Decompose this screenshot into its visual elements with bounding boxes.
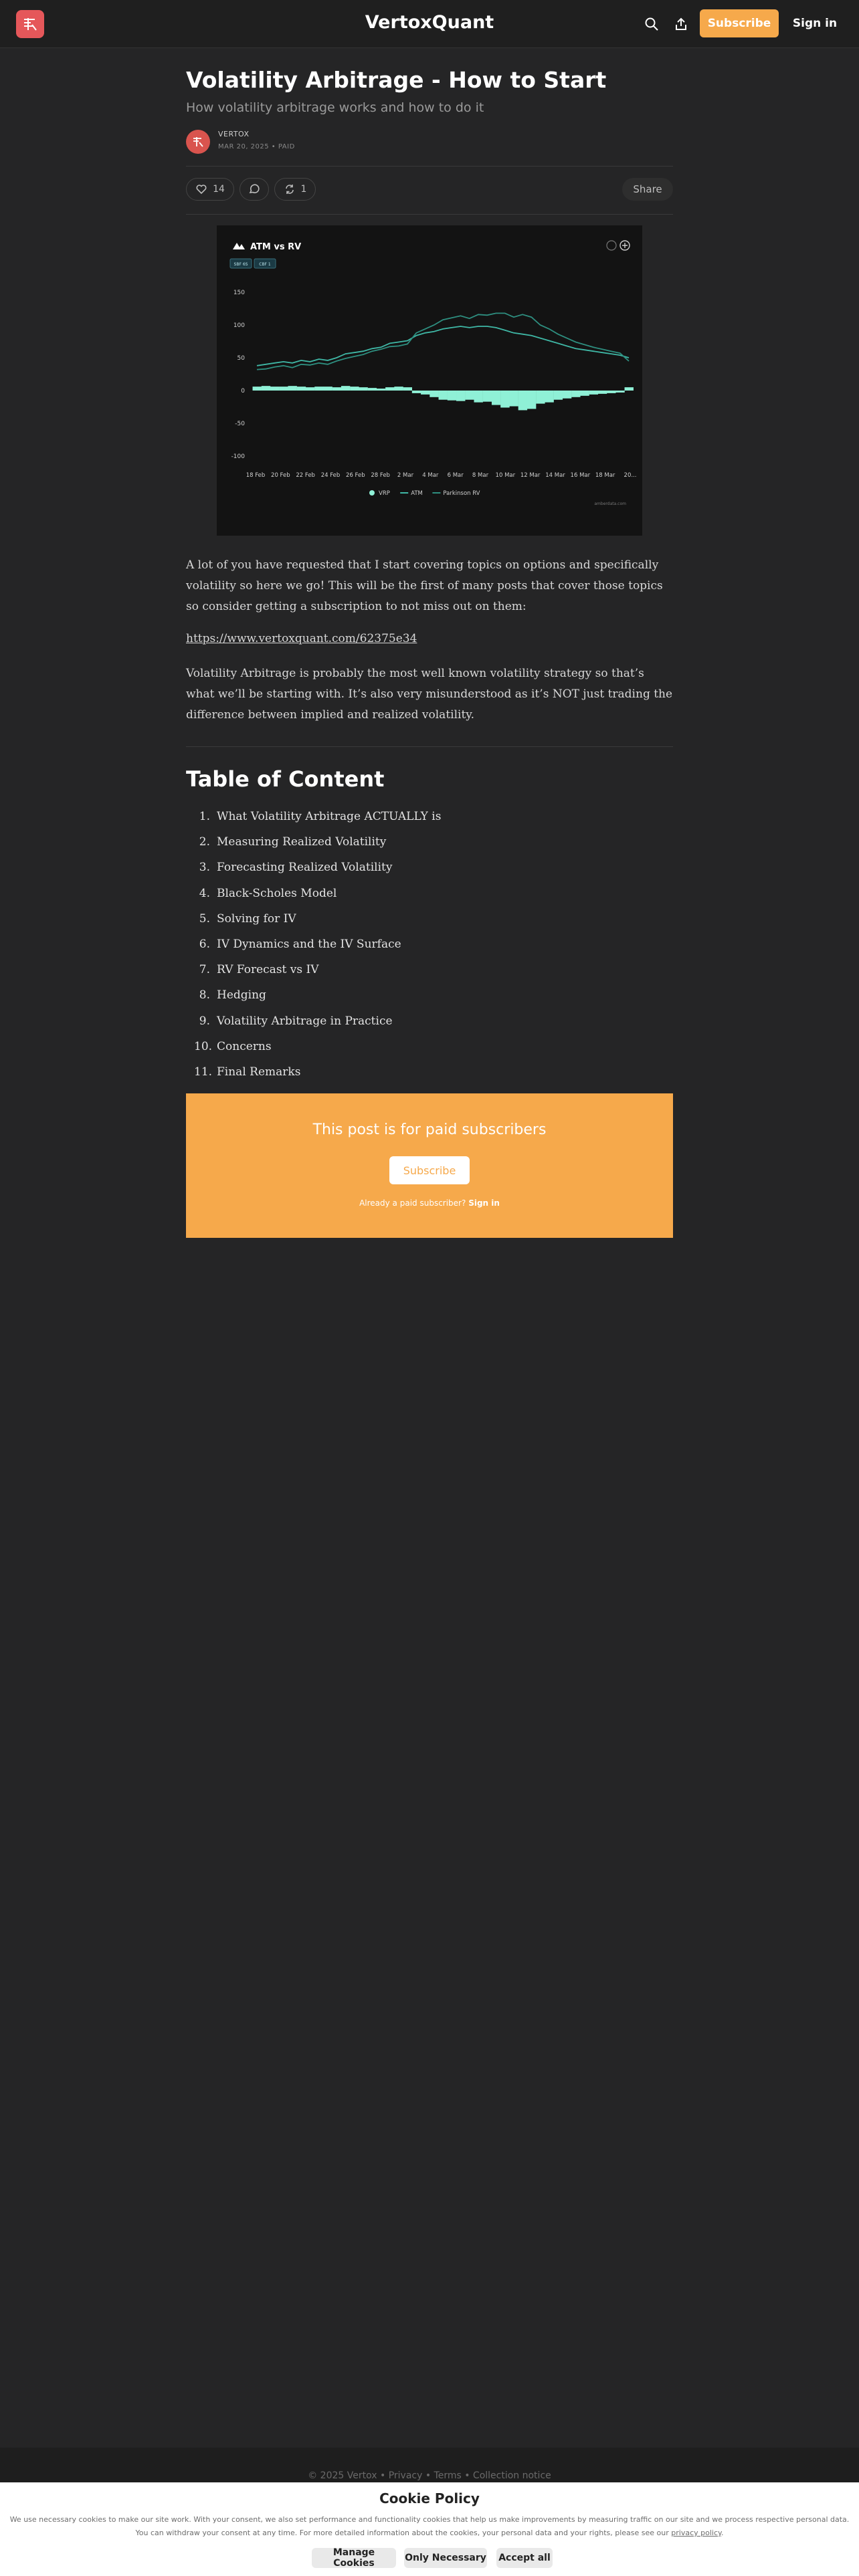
- toc-number: 4.: [199, 886, 210, 900]
- manage-cookies-button[interactable]: Manage Cookies: [312, 2548, 396, 2568]
- cookie-text: [0, 2513, 859, 2540]
- toc-number: 8.: [199, 988, 210, 1002]
- camera-icon[interactable]: [607, 241, 616, 250]
- paywall-box: [186, 1093, 673, 1238]
- vrp-area-bar: [554, 391, 563, 400]
- share-button[interactable]: Share: [622, 178, 673, 201]
- restack-button[interactable]: [274, 178, 316, 201]
- toc-item: [194, 1059, 662, 1085]
- paywall-sign-in-link[interactable]: Sign in: [468, 1198, 500, 1208]
- share-upload-icon[interactable]: [672, 15, 690, 33]
- toc-item-label: IV Dynamics and the IV Surface: [217, 938, 401, 952]
- toc-item: [194, 957, 662, 982]
- y-tick-label: 50: [237, 355, 245, 362]
- toc-item: [194, 932, 662, 957]
- vrp-area-bar: [536, 391, 545, 404]
- toc-item: [194, 982, 662, 1008]
- post-meta: MAR 20, 2025 • PAID: [218, 143, 295, 150]
- strategy-paragraph: Volatility Arbitrage is probably the most well known volatility strategy so that’s what we’ll be starting with. It’s also very misunderstood as it’s NOT just trading the difference between implied and realized volatility.: [186, 667, 673, 722]
- divider: [186, 214, 673, 215]
- restack-count: 1: [300, 184, 307, 195]
- paywall-note-text: Already a paid subscriber?: [359, 1198, 466, 1208]
- toc-item: [194, 855, 662, 880]
- vrp-area-bar: [421, 391, 430, 395]
- x-tick-label: 16 Mar: [570, 472, 591, 479]
- vrp-area-bar: [350, 387, 359, 391]
- paywall-heading: This post is for paid subscribers: [312, 1121, 547, 1138]
- vrp-area-bar: [253, 387, 262, 391]
- x-tick-label: 8 Mar: [472, 472, 489, 479]
- cookie-line-1: We use necessary cookies to make our site work. With your consent, we also set performance and functionality cookies that help us make improvements by measuring traffic on our site and we process respective personal data.: [9, 2515, 850, 2524]
- sign-in-button[interactable]: Sign in: [792, 17, 838, 30]
- vrp-area-bar: [394, 387, 403, 391]
- chart-logo-icon: [233, 243, 245, 249]
- paywall-subscribe-button[interactable]: Subscribe: [389, 1156, 470, 1184]
- toc-item-label: Forecasting Realized Volatility: [217, 861, 393, 875]
- vrp-area-bar: [377, 389, 385, 391]
- toc-number: 7.: [199, 963, 210, 977]
- toc-item-label: RV Forecast vs IV: [217, 963, 319, 977]
- vrp-area-bar: [563, 391, 571, 399]
- x-tick-label: 18 Mar: [595, 472, 615, 479]
- y-tick-label: -100: [231, 453, 245, 460]
- toc-number: 1.: [199, 810, 210, 824]
- toc-number: 9.: [199, 1014, 210, 1028]
- atm-line: [257, 326, 629, 366]
- like-count: 14: [213, 184, 225, 195]
- subscription-link-text[interactable]: https://www.vertoxquant.com/62375e34: [186, 632, 417, 645]
- toc-item-label: Solving for IV: [217, 911, 296, 926]
- paywall-note: [186, 1198, 673, 1208]
- toc-number: 2.: [199, 835, 210, 849]
- chart-legend[interactable]: [369, 490, 480, 497]
- legend-swatch: [369, 490, 375, 496]
- x-tick-label: 26 Feb: [346, 472, 365, 479]
- vrp-area-bar: [625, 387, 634, 391]
- comment-icon: [248, 183, 260, 195]
- y-tick-label: -50: [235, 421, 245, 427]
- vrp-area-bar: [288, 386, 296, 391]
- vrp-area-bar: [314, 387, 323, 391]
- atm-vs-rv-chart[interactable]: [217, 225, 642, 536]
- chart-title: ATM vs RV: [250, 242, 302, 252]
- y-tick-label: 100: [233, 322, 245, 329]
- vrp-area-bar: [509, 391, 518, 407]
- vrp-area-bar: [359, 387, 367, 391]
- vrp-area-bar: [306, 387, 314, 391]
- vrp-area-bar: [571, 391, 580, 397]
- publication-name[interactable]: VertoxQuant: [365, 12, 494, 33]
- x-tick-label: 14 Mar: [545, 472, 565, 479]
- cookie-title: Cookie Policy: [379, 2490, 480, 2506]
- avatar-mark-icon: [191, 135, 205, 148]
- footer-links[interactable]: © 2025 Vertox • Privacy • Terms • Collection notice: [308, 2470, 551, 2481]
- vrp-area-bar: [412, 391, 421, 393]
- toc-item-label: Measuring Realized Volatility: [217, 835, 387, 849]
- toc-item-label: Final Remarks: [217, 1065, 301, 1079]
- author-avatar[interactable]: [186, 130, 210, 154]
- restack-icon: [284, 183, 296, 195]
- x-tick-label: 10 Mar: [495, 472, 516, 479]
- toc-item-label: Concerns: [217, 1039, 272, 1053]
- legend-label: ATM: [411, 490, 423, 497]
- comment-button[interactable]: [240, 178, 269, 201]
- x-tick-label: 24 Feb: [320, 472, 341, 479]
- footer: [0, 2448, 859, 2488]
- vrp-area-bar: [368, 388, 377, 391]
- post-subtitle: How volatility arbitrage works and how to do it: [186, 100, 484, 115]
- accept-all-button[interactable]: Accept all: [496, 2548, 553, 2568]
- x-tick-label: 6 Mar: [447, 472, 464, 479]
- toc-number: 11.: [194, 1065, 213, 1079]
- toc-item-label: Hedging: [217, 988, 266, 1002]
- y-tick-label: 150: [233, 290, 245, 296]
- vrp-area-bar: [341, 386, 350, 391]
- x-tick-label: 18 Feb: [246, 472, 266, 479]
- vrp-area-bar: [500, 391, 509, 407]
- like-button[interactable]: [186, 178, 234, 201]
- subscription-link[interactable]: [186, 629, 673, 649]
- chart-badge[interactable]: [254, 259, 276, 268]
- cookie-line-2-text: You can withdraw your consent at any time. For more detailed information about the cookies, your personal data and your rights, please see our: [135, 2529, 669, 2537]
- vrp-area-bar: [456, 391, 465, 401]
- vrp-area-bar: [332, 387, 341, 391]
- toc-item: [194, 881, 662, 906]
- only-necessary-button[interactable]: Only Necessary: [404, 2548, 487, 2568]
- x-tick-label: 22 Feb: [296, 472, 315, 479]
- x-tick-label: 20 Feb: [271, 472, 290, 479]
- toc-item: [194, 1008, 662, 1034]
- search-icon[interactable]: [642, 15, 661, 33]
- vrp-area-bar: [589, 391, 598, 395]
- legend-label: Parkinson RV: [443, 490, 480, 497]
- post-title: Volatility Arbitrage - How to Start: [186, 67, 607, 93]
- vrp-area-bar: [607, 391, 615, 393]
- y-tick-label: 0: [241, 388, 245, 395]
- vrp-area-bar: [279, 387, 288, 391]
- vrp-area-bar: [527, 391, 536, 409]
- vrp-area-bar: [474, 391, 482, 403]
- heart-icon: [195, 183, 207, 195]
- vrp-area-bar: [448, 391, 456, 401]
- toc-item: [194, 906, 662, 932]
- table-of-contents: [194, 804, 662, 1085]
- vrp-area-bar: [430, 391, 438, 397]
- vrp-area-bar: [483, 391, 492, 402]
- vrp-area-bar: [465, 391, 474, 400]
- chart-badge-label: CBF 1: [259, 262, 271, 267]
- vrp-area-bar: [545, 391, 553, 403]
- vrp-area-bar: [518, 391, 527, 410]
- vrp-area-bar: [323, 387, 332, 391]
- cookie-line-2: You can withdraw your consent at any time. For more detailed information about the cookies, your personal data and your rights, please see our privacy policy.: [135, 2529, 724, 2537]
- vrp-area-bar: [580, 391, 589, 396]
- intro-paragraph: A lot of you have requested that I start covering topics on options and specifically volatility so here we go! This will be the first of many posts that cover those topics so consider getting a subscription to not miss out on them:: [186, 558, 663, 613]
- toc-number: 10.: [194, 1039, 213, 1053]
- chart-badge[interactable]: [230, 259, 252, 268]
- legend-label: VRP: [379, 490, 390, 497]
- zoom-plus-icon: [622, 243, 628, 248]
- x-tick-label: 20...: [624, 472, 637, 479]
- vrp-area-bar: [492, 391, 500, 405]
- toc-item: [194, 829, 662, 855]
- toc-item: [194, 1034, 662, 1059]
- toc-heading: Table of Content: [186, 766, 385, 792]
- toc-number: 6.: [199, 938, 210, 952]
- chart-canvas: [217, 225, 642, 536]
- toc-number: 3.: [199, 861, 210, 875]
- chart-badge-label: SBF 6S: [233, 262, 248, 267]
- vrp-area-bar: [615, 391, 624, 393]
- vrp-area-bar: [297, 387, 306, 391]
- chart-watermark: amberdata.com: [594, 502, 626, 506]
- divider: [186, 166, 673, 167]
- vrp-area-bar: [385, 387, 394, 391]
- x-tick-label: 2 Mar: [397, 472, 414, 479]
- cookie-banner: [0, 2482, 859, 2576]
- privacy-policy-link[interactable]: privacy policy: [671, 2529, 721, 2537]
- author-name[interactable]: VERTOX: [218, 130, 250, 138]
- subscribe-button[interactable]: Subscribe: [700, 9, 779, 37]
- vrp-area-bar: [262, 386, 270, 391]
- toc-item-label: What Volatility Arbitrage ACTUALLY is: [217, 810, 442, 824]
- toc-item-label: Black-Scholes Model: [217, 886, 337, 900]
- vrp-area-bar: [403, 387, 412, 391]
- top-bar: [0, 0, 859, 48]
- x-tick-label: 12 Mar: [520, 472, 541, 479]
- toc-number: 5.: [199, 911, 210, 926]
- vrp-area-bar: [598, 391, 607, 394]
- x-tick-label: 28 Feb: [371, 472, 390, 479]
- vrp-area-bar: [439, 391, 448, 400]
- divider: [186, 746, 673, 747]
- vrp-area-bar: [270, 387, 279, 391]
- x-tick-label: 4 Mar: [422, 472, 439, 479]
- toc-item-label: Volatility Arbitrage in Practice: [217, 1014, 393, 1028]
- toc-item: [194, 804, 662, 829]
